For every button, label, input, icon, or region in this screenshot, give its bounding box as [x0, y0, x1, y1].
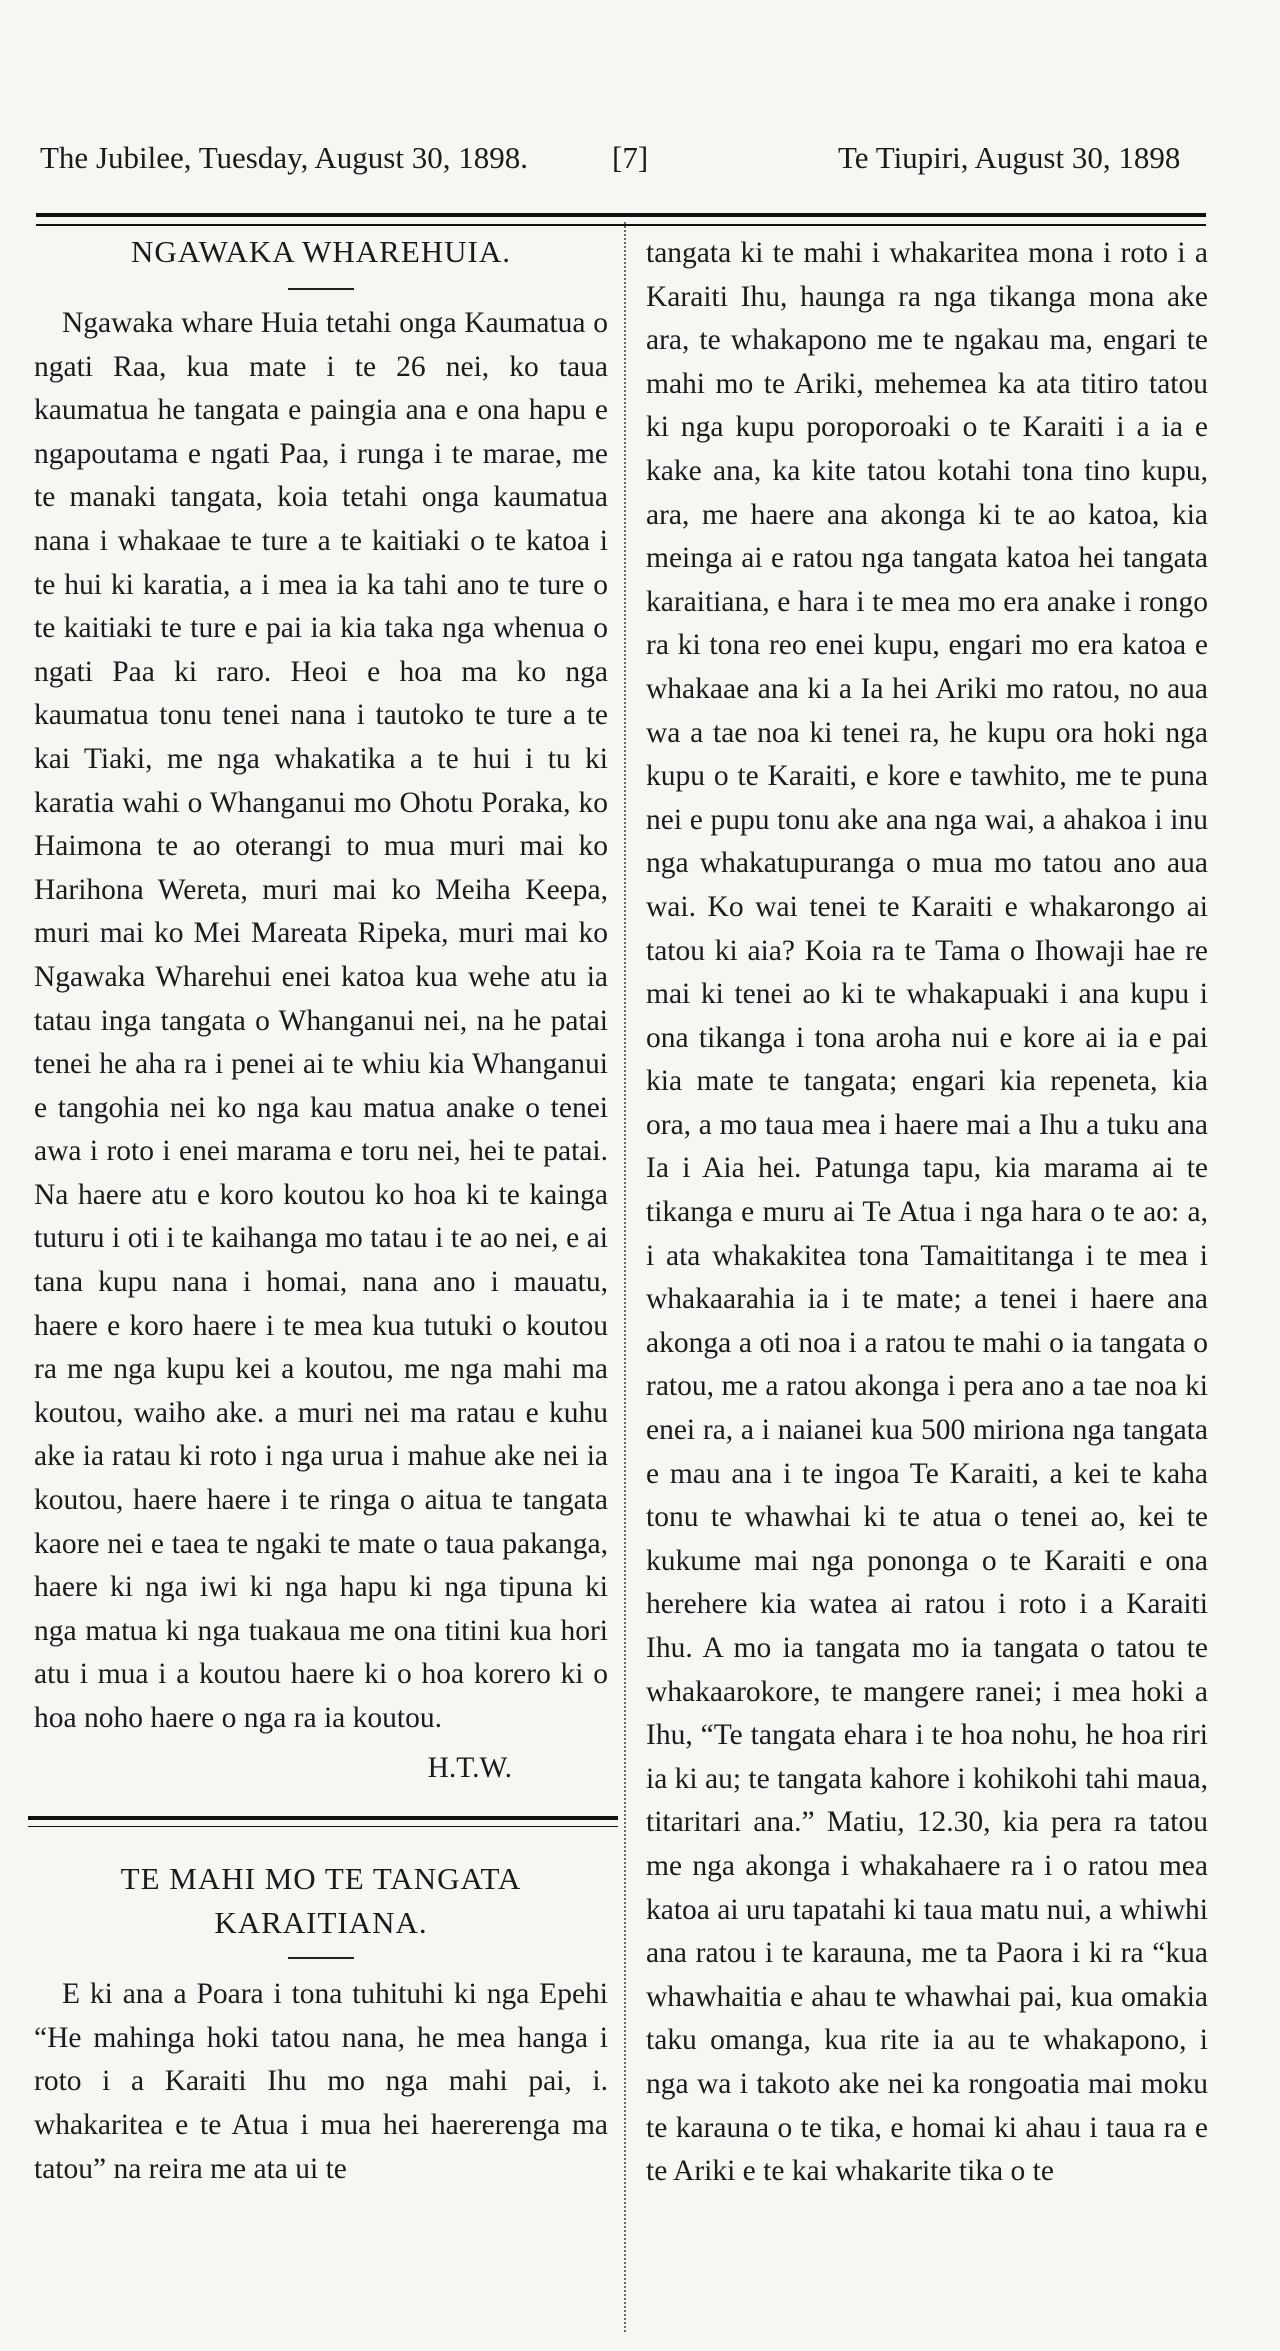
article2-title-line2: KARAITIANA. — [214, 1905, 428, 1941]
left-column — [34, 230, 608, 2191]
page-header — [0, 140, 1280, 190]
article2-body-left: E ki ana a Poara i tona tuhituhi ki nga Epehi “He mahinga hoki tatou nana, he mea hanga i roto i a Karaiti Ihu mo nga mahi pai, i. whakaritea e te Atua i mua hei haererenga ma tatou” na reira me ata ui te — [34, 1978, 608, 2185]
header-right-title: Te Tiupiri, August 30, 1898 — [838, 140, 1181, 175]
article1-title: NGAWAKA WHAREHUIA. — [130, 234, 512, 269]
article1-body: Ngawaka whare Huia tetahi onga Kaumatua o ngati Raa, kua mate i te 26 nei, ko taua kaumatua he tangata e paingia ana e ona hapu e ngapoutama e ngati Paa, i runga i te marae, me te manaki tangata, koia tetahi onga kaumatua nana i whakaae te ture a te kaitiaki o te katoa i te hui ki karatia, a i mea ia ka tahi ano te ture o te kaitiaki te ture e pai ia kia taka nga whenua o ngati Paa ki raro. Heoi e hoa ma ko nga kaumatua tonu tenei nana i tautoko te ture a te kai Tiaki, me nga whakatika a te hui i tu ki karatia wahi o Whanganui mo Ohotu Poraka, ko Haimona te ao oterangi to mua muri mai ko Harihona Wereta, muri mai ko Meiha Keepa, muri mai ko Mei Mareata Ripeka, muri mai ko Ngawaka Wharehui enei katoa kua wehe atu ia tatau inga tangata o Whanganui nei, na he patai tenei he aha ra i penei ai te whiu kia Whanganui e tangohia nei ko nga kau matua anake o tenei awa i roto i enei marama e toru nei, hei te patai. Na haere atu e koro koutou ko hoa ki te kainga tuturu i oti i te kaihanga mo tatau i te ao nei, e ai tana kupu nana i homai, nana ano i mauatu, haere e koro haere i te mea kua tutuki o koutou ra me nga kupu kei a koutou, me nga mahi ma koutou, waiho ake. a muri nei ma ratau e kuhu ake ia ratau ki roto i nga urua i mahue ake nei ia koutou, haere haere i te ringa o aitua te tangata kaore nei e taea te ngaki te mate o taua pakanga, haere ki nga iwi ki nga hapu ki nga tipuna ki nga matua ki nga tuakaua me ona titini kua hori atu i mua i a koutou haere ki o hoa korero ki o hoa noho haere o nga ra ia koutou. — [34, 307, 608, 1734]
title-rule-2 — [288, 1957, 354, 1959]
header-left-title: The Jubilee, Tuesday, August 30, 1898. — [40, 140, 528, 175]
right-column — [646, 232, 1208, 2194]
article2-body-right: tangata ki te mahi i whakaritea mona i roto i a Karaiti Ihu, haunga ra nga tikanga mona ake ara, te whakapono me te ngakau ma, engari te mahi mo te Ariki, mehemea ka ata titiro tatou ki nga kupu poroporoaki o te Karaiti i a ia e kake ana, ka kite tatou kotahi tona tino kupu, ara, me haere ana akonga ki te ao katoa, kia meinga ai e ratou nga tangata katoa hei tangata karaitiana, e hara i te mea mo era anake i rongo ra ki tona reo enei kupu, engari mo era katoa e whakaae ana ki a Ia hei Ariki mo ratou, no aua wa a tae noa ki tenei ra, he kupu ora hoki nga kupu o te Karaiti, e kore e tawhito, me te puna nei e pupu tonu ake ana nga wai, a ahakoa i inu nga whakatupuranga o mua mo tatou ano aua wai. Ko wai tenei te Karaiti e whakarongo ai tatou ki aia? Koia ra te Tama o Ihowaji hae re mai ki tenei ao ki te whakapuaki i ana kupu i ona tikanga i tona aroha nui e kore ai ia e pai kia mate te tangata; engari kia repeneta, kia ora, a mo taua mea i haere mai a Ihu a tuku ana Ia i Aia hei. Patunga tapu, kia marama ai te tikanga e muru ai Te Atua i nga hara o te ao: a, i ata whakakitea tona Tamaititanga i te mea i whakaarahia ia i te mate; a tenei i haere ana akonga a oti noa i a ratou te mahi o ia tangata o ratou, me a ratou akonga i pera ano a tae noa ki enei ra, a i naianei kua 500 miriona nga tangata e mau ana i te ingoa Te Karaiti, a kei te kaha tonu te whawhai ki te atua o tenei ao, kei te kukume mai nga pononga o te Karaiti e ona herehere kia watea ai ratou i roto i a Karaiti Ihu. A mo ia tangata mo ia tangata o tatou te whakaarokore, te mangere ranei; i mea hoki a Ihu, “Te tangata ehara i te hoa nohu, he hoa riri ia ki au; te tangata kahore i kohikohi tahi maua, titaritari ana.” Matiu, 12.30, kia pera ra tatou me nga akonga i whakahaere ra i o ratou mea katoa ai uru tapatahi ki taua matu nui, a whiwhi ana ratou i te karauna, me ta Paora i ki ra “kua whawhaitia e ahau te whawhai pai, kua omakia taku omanga, kua rite ia au te whakapono, i nga wa i takoto ake nei ka rongoatia mai moku te karauna o te tika, e homai ki ahau i taua ra e te Ariki e te kai whakarite tika o te — [646, 237, 1208, 2188]
article1-signature: H.T.W. — [427, 1751, 512, 1784]
title-rule — [288, 288, 354, 290]
page-number: [7] — [612, 140, 649, 175]
article2-title-line1: TE MAHI MO TE TANGATA — [120, 1861, 522, 1897]
section-rule — [28, 1816, 618, 1827]
column-divider — [624, 222, 627, 2332]
header-rule — [36, 213, 1206, 226]
